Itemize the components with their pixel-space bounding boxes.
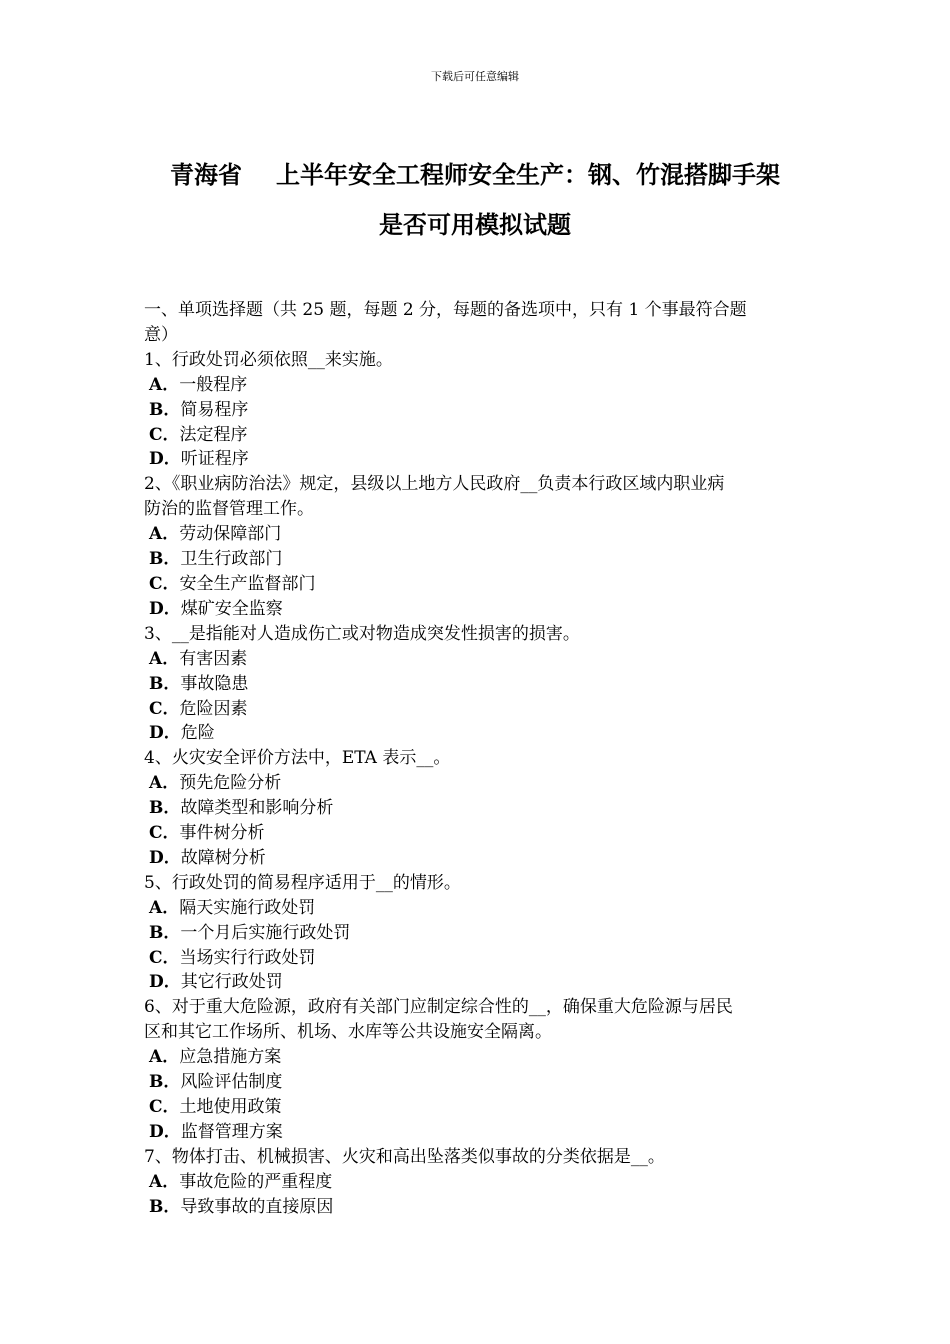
option-a [144,896,810,921]
title-line-1 [100,150,850,200]
question-text: 1、行政处罚必须依照__来实施。 [144,349,393,370]
option-b [144,1070,810,1095]
option-c [144,697,810,722]
option-c [144,946,810,971]
option-letter: A． [149,897,180,918]
option-letter: B． [149,399,181,420]
question-2 [144,472,810,621]
option-text: 当场实行行政处罚 [179,947,316,968]
document-title [100,150,850,250]
option-letter: A． [149,773,180,794]
option-c [144,423,810,448]
question-5 [144,871,810,996]
option-text: 故障类型和影响分析 [180,798,334,819]
section-heading-line-1: 一、单项选择题（共 25 题，每题 2 分，每题的备选项中，只有 1 个事最符合题 [144,300,747,320]
option-text: 土地使用政策 [179,1097,282,1117]
option-letter: C． [149,698,180,719]
option-letter: C． [149,424,180,445]
option-text: 劳动保障部门 [179,524,282,545]
option-letter: A． [149,1047,180,1068]
option-text: 事件树分析 [179,823,265,844]
option-d [144,846,810,871]
option-d [144,721,810,746]
section-heading-line-2: 意） [144,324,178,345]
option-text: 有害因素 [179,648,248,669]
question-6 [144,995,810,1144]
option-letter: D． [149,723,181,744]
option-text: 隔天实施行政处罚 [179,897,316,918]
option-c [144,821,810,846]
option-letter: D． [149,449,181,470]
question-text: 3、__是指能对人造成伤亡或对物造成突发性损害的损害。 [144,623,580,644]
option-letter: B． [149,1072,181,1093]
option-a [144,522,810,547]
option-text: 卫生行政部门 [180,549,283,570]
option-c [144,1095,810,1120]
option-c [144,572,810,597]
option-letter: B． [149,549,181,570]
option-a [144,373,810,398]
option-text: 法定程序 [179,424,248,445]
question-3 [144,622,810,747]
option-d [144,447,810,472]
option-text: 事故隐患 [180,673,249,694]
option-text: 一个月后实施行政处罚 [180,922,351,943]
option-d [144,970,810,995]
option-text: 危险 [180,723,215,744]
question-1 [144,348,810,473]
question-7 [144,1145,810,1220]
option-text: 听证程序 [180,449,249,470]
option-b [144,547,810,572]
option-a [144,647,810,672]
option-letter: D． [149,598,181,619]
option-letter: D． [149,847,181,868]
option-text: 监督管理方案 [180,1121,283,1142]
option-text: 预先危险分析 [179,773,282,794]
option-b [144,921,810,946]
exam-content [144,298,810,1220]
option-text: 故障树分析 [180,847,266,868]
option-a [144,771,810,796]
question-text: 7、物体打击、机械损害、火灾和高出坠落类似事故的分类依据是__。 [144,1146,665,1167]
option-letter: A． [149,648,180,669]
option-letter: B． [149,798,181,819]
option-text: 危险因素 [179,698,248,719]
option-letter: C． [149,1097,180,1117]
option-d [144,1120,810,1145]
option-letter: A． [149,524,180,545]
question-text: 6、对于重大危险源，政府有关部门应制定综合性的__，确保重大危险源与居民 [144,997,733,1018]
option-text: 一般程序 [179,374,248,395]
title-province: 青海省 [170,160,242,189]
option-text: 风险评估制度 [180,1072,283,1093]
question-text: 2、《职业病防治法》规定，县级以上地方人民政府__负责本行政区域内职业病 [144,474,725,495]
option-letter: A． [149,374,180,395]
question-4 [144,746,810,871]
option-text: 其它行政处罚 [180,972,283,993]
option-text: 安全生产监督部门 [179,573,316,594]
title-main: 上半年安全工程师安全生产：钢、竹混搭脚手架 [276,160,780,189]
option-letter: D． [149,1121,181,1142]
option-d [144,597,810,622]
question-text-continued: 防治的监督管理工作。 [144,499,314,520]
option-b [144,796,810,821]
option-text: 煤矿安全监察 [180,598,283,619]
question-text-continued: 区和其它工作场所、机场、水库等公共设施安全隔离。 [144,1022,552,1043]
title-line-2: 是否可用模拟试题 [379,210,571,239]
option-a [144,1170,810,1195]
option-text: 导致事故的直接原因 [180,1196,334,1217]
question-text: 5、行政处罚的简易程序适用于__的情形。 [144,872,461,893]
header-note: 下载后可任意编辑 [431,70,519,83]
option-letter: A． [149,1171,180,1192]
option-letter: C． [149,823,180,844]
option-a [144,1045,810,1070]
option-letter: D． [149,972,181,993]
option-text: 应急措施方案 [179,1047,282,1068]
option-b [144,1195,810,1220]
option-letter: B． [149,673,181,694]
option-letter: B． [149,922,181,943]
option-letter: C． [149,947,180,968]
option-letter: B． [149,1196,181,1217]
option-b [144,398,810,423]
option-text: 事故危险的严重程度 [179,1171,333,1192]
option-b [144,672,810,697]
option-text: 简易程序 [180,399,249,420]
option-letter: C． [149,573,180,594]
question-text: 4、火灾安全评价方法中，ETA 表示__。 [144,748,451,769]
